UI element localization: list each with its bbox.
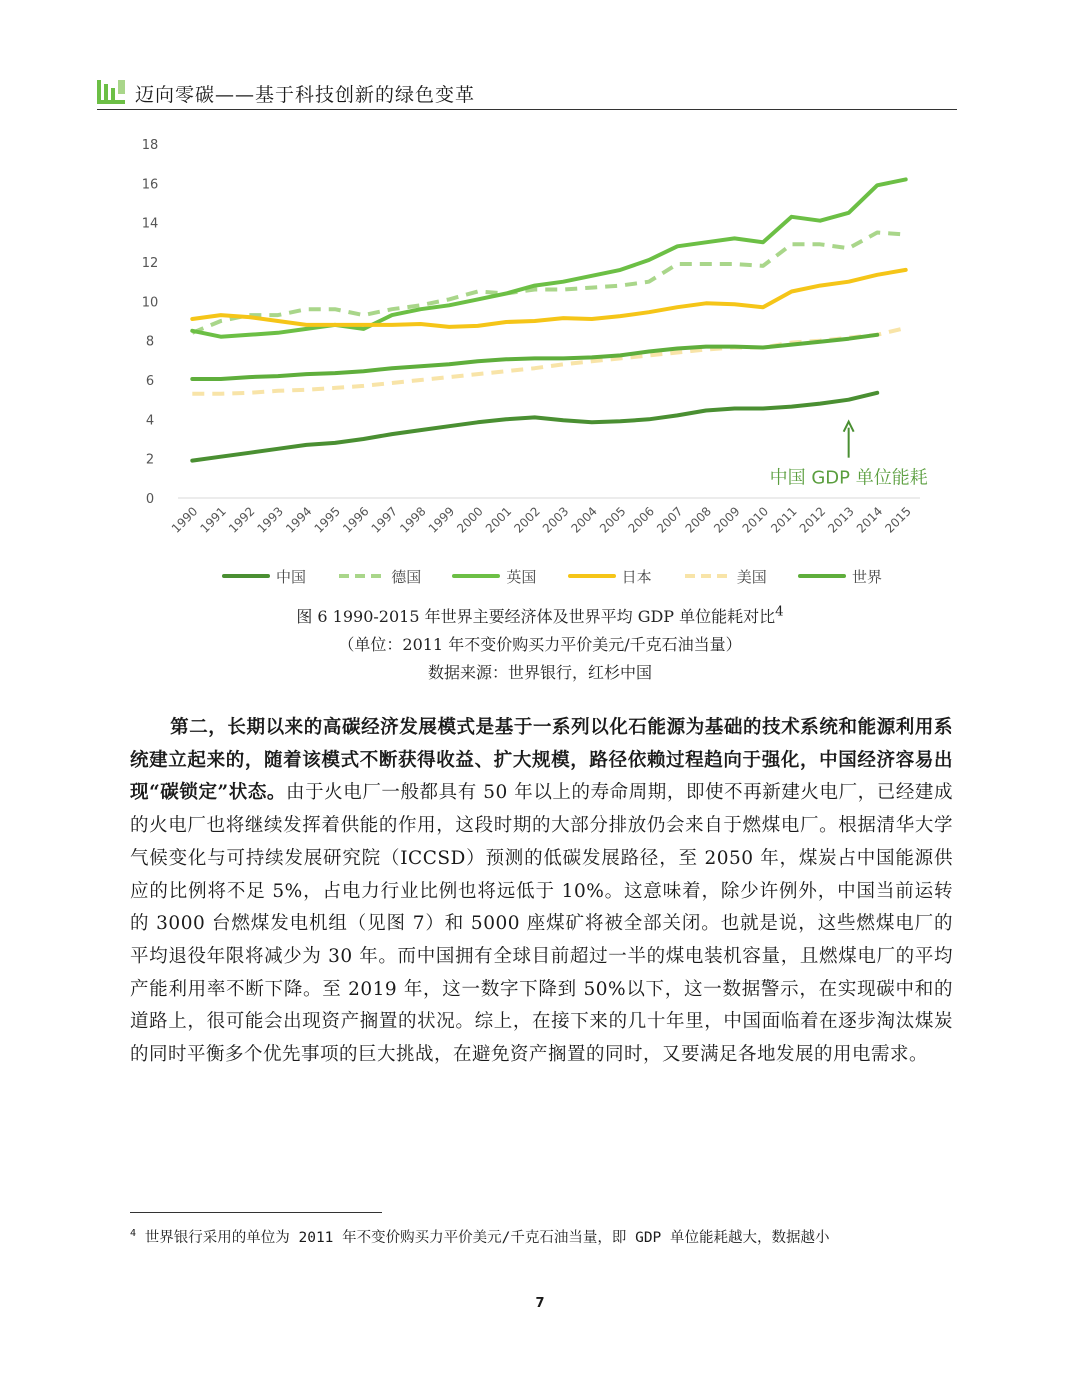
x-tick-label: 1991 <box>197 504 229 536</box>
legend-swatch <box>452 571 500 581</box>
y-tick-label: 12 <box>141 256 159 271</box>
x-tick-label: 2005 <box>596 504 629 536</box>
y-tick-label: 16 <box>141 177 159 193</box>
legend-item <box>222 566 306 587</box>
x-tick-label: 1993 <box>254 504 287 536</box>
legend-item <box>568 566 652 587</box>
chart-canvas <box>130 128 950 568</box>
legend-label: 世界 <box>851 567 882 586</box>
caption-footnote-marker: 4 <box>775 604 784 620</box>
x-tick-label: 1995 <box>311 504 344 536</box>
x-tick-label: 1997 <box>368 504 401 536</box>
footnote-text: 世界银行采用的单位为 2011 年不变价购买力平价美元/千克石油当量，即 GDP 单位能耗越大，数据越小 <box>144 1229 830 1246</box>
legend-swatch <box>337 571 385 581</box>
report-logo-icon <box>97 80 125 104</box>
legend-swatch <box>798 571 846 581</box>
legend-item <box>683 566 767 587</box>
x-tick-label: 1996 <box>340 504 372 536</box>
x-tick-label: 2014 <box>853 504 886 536</box>
x-tick-label: 1990 <box>168 504 201 536</box>
x-tick-label: 2010 <box>739 504 772 536</box>
x-tick-label: 2000 <box>454 504 486 536</box>
x-tick-label: 2009 <box>711 504 743 536</box>
series-line-日本 <box>192 270 905 327</box>
x-tick-label: 1999 <box>425 504 458 536</box>
x-tick-label: 2007 <box>654 504 686 536</box>
y-tick-label: 2 <box>145 452 155 468</box>
series-line-美国 <box>192 328 905 394</box>
y-tick-label: 14 <box>141 216 159 232</box>
legend-label: 德国 <box>391 567 422 586</box>
figure-caption <box>130 604 950 627</box>
body-rest: 由于火电厂一般都具有 50 年以上的寿命周期，即使不再新建火电厂，已经建成的火电厂也将继续发挥着供能的作用，这段时期的大部分排放仍会来自于燃煤电厂。根据清华大学气候变化与可持续发展研究院（ICCSD）预测的低碳发展路径，至 2050 年，煤炭占中国能源供应的比例将不足 5%，占电力行业比例也将远低于 10%。这意味着，除少许例外，中国当前运转的 3000 台燃煤发电机组（见图 7）和 5000 座煤矿将被全部关闭。也就是说，这些燃煤电厂的平均退役年限将减少为 30 年。而中国拥有全球目前超过一半的煤电装机容量，且燃煤电厂的平均产能利用率不断下降。至 2019 年，这一数字下降到 50%以下，这一数据警示，在实现碳中和的道路上，很可能会出现资产搁置的状况。综上，在接下来的几十年里，中国面临着在逐步淘汰煤炭的同时平衡多个优先事项的巨大挑战，在避免资产搁置的同时，又要满足各地发展的用电需求。 <box>130 782 953 1066</box>
x-tick-label: 1992 <box>225 504 258 536</box>
annotation-label: 中国 GDP 单位能耗 <box>769 467 928 489</box>
figure-unit: （单位：2011 年不变价购买力平价美元/千克石油当量） <box>338 635 742 654</box>
chart-legend <box>222 565 882 587</box>
series-line-英国 <box>192 179 905 336</box>
footnote <box>130 1222 945 1250</box>
legend-swatch <box>568 571 616 581</box>
x-tick-label: 2011 <box>768 504 800 536</box>
x-tick-label: 2015 <box>882 504 914 536</box>
series-line-中国 <box>192 393 877 461</box>
footnote-rule <box>130 1212 382 1213</box>
header-title: 迈向零碳——基于科技创新的绿色变革 <box>135 84 476 106</box>
x-tick-label: 2001 <box>482 504 515 536</box>
y-tick-label: 18 <box>141 138 159 153</box>
legend-label: 英国 <box>506 567 537 586</box>
x-tick-label: 2008 <box>682 504 715 536</box>
footnote-marker: 4 <box>130 1228 137 1239</box>
page-number: 7 <box>535 1296 545 1311</box>
figure-source: 数据来源：世界银行，红杉中国 <box>427 663 652 682</box>
series-line-世界 <box>192 335 877 379</box>
figure-caption-text: 图 6 1990-2015 年世界主要经济体及世界平均 GDP 单位能耗对比 <box>296 607 776 626</box>
y-tick-label: 6 <box>145 374 155 389</box>
x-tick-label: 1994 <box>283 504 315 536</box>
x-tick-label: 1998 <box>397 504 429 536</box>
x-tick-label: 2002 <box>511 504 543 536</box>
body-paragraph <box>130 712 953 1072</box>
x-tick-label: 2012 <box>796 504 829 536</box>
legend-swatch <box>683 571 731 581</box>
legend-label: 美国 <box>736 567 767 586</box>
body-bold-lead: 第二，长期以来的高碳经济发展模式是基于一系列以化石能源为基础的技术系统和能源利用系统建立起来的，随着该模式不断获得收益、扩大规模，路径依赖过程趋向于强化，中国经济容易出现“碳锁定”状态。 <box>130 717 953 804</box>
header-rule <box>97 109 957 110</box>
legend-item <box>452 566 536 587</box>
x-tick-label: 2003 <box>539 504 572 536</box>
legend-item <box>798 566 882 587</box>
x-tick-label: 2006 <box>625 504 658 536</box>
y-tick-label: 0 <box>145 492 155 507</box>
legend-swatch <box>222 571 270 581</box>
y-tick-label: 10 <box>141 295 159 311</box>
page-header <box>97 76 957 112</box>
x-tick-label: 2013 <box>825 504 857 536</box>
y-tick-label: 8 <box>145 334 155 350</box>
line-chart <box>130 128 950 568</box>
legend-label: 中国 <box>276 567 307 586</box>
x-tick-label: 2004 <box>568 504 600 536</box>
legend-label: 日本 <box>621 567 652 586</box>
legend-item <box>337 566 421 587</box>
y-tick-label: 4 <box>145 413 155 429</box>
